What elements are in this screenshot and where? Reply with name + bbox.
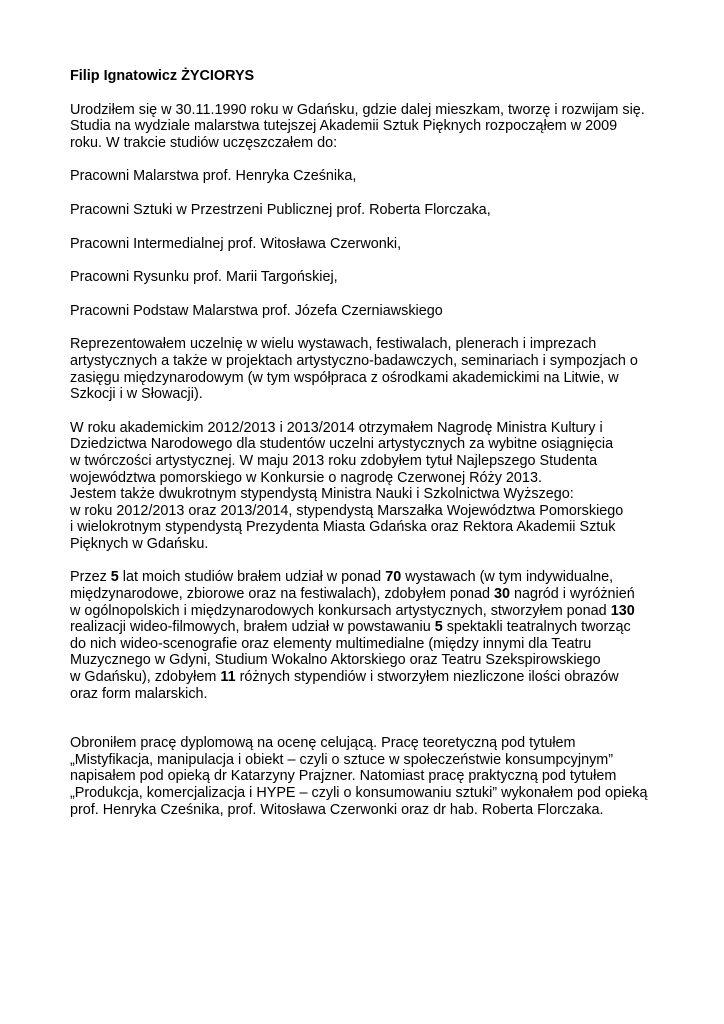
summary-line: Muzycznego w Gdyni, Studium Wokalno Aktorskiego oraz Teatru Szekspirowskiego	[70, 652, 601, 669]
document-title: Filip Ignatowicz ŻYCIORYS	[70, 68, 255, 84]
intro-line: Studia na wydziale malarstwa tutejszej Akademii Sztuk Pięknych rozpocząłem w 2009	[70, 118, 618, 135]
stat-plays: 5	[434, 619, 443, 636]
diploma-line: „Mistyfikacja, manipulacja i obiekt – czyli o sztuce w społeczeństwie konsumpcyjnym”	[70, 751, 614, 768]
summary-line: w Gdańsku), zdobyłem 11 różnych stypendiów i stworzyłem niezliczone ilości obrazów	[70, 669, 619, 686]
stat-exhibitions: 70	[385, 569, 402, 586]
studio-item: Pracowni Rysunku prof. Marii Targońskiej,	[70, 269, 338, 286]
stat-years: 5	[110, 569, 119, 586]
awards-line: Dziedzictwa Narodowego dla studentów uczelni artystycznych za wybitne osiągnięcia	[70, 436, 614, 453]
summary-line: Przez 5 lat moich studiów brałem udział w ponad 70 wystawach (w tym indywidualne,	[70, 569, 614, 586]
representation-paragraph	[70, 336, 670, 402]
representation-line: artystycznych a także w projektach artystyczno-badawczych, seminariach i sympozjach o	[70, 352, 638, 369]
intro-line: roku. W trakcie studiów uczęszczałem do:	[70, 134, 338, 151]
studio-item: Pracowni Sztuki w Przestrzeni Publicznej prof. Roberta Florczaka,	[70, 201, 491, 218]
intro-paragraph	[70, 102, 670, 152]
awards-line: Jestem także dwukrotnym stypendystą Ministra Nauki i Szkolnictwa Wyższego:	[70, 486, 574, 503]
summary-line: realizacji wideo-filmowych, brałem udział w powstawaniu 5 spektakli teatralnych tworząc	[70, 619, 631, 636]
studio-item: Pracowni Malarstwa prof. Henryka Cześnika,	[70, 168, 357, 185]
diploma-line: Obroniłem pracę dyplomową na ocenę celującą. Pracę teoretyczną pod tytułem	[70, 735, 576, 752]
studio-item: Pracowni Podstaw Malarstwa prof. Józefa Czerniawskiego	[70, 302, 443, 319]
studio-item: Pracowni Intermedialnej prof. Witosława Czerwonki,	[70, 235, 402, 252]
summary-line: do nich wideo-scenografie oraz elementy multimedialne (między innymi dla Teatru	[70, 635, 592, 652]
diploma-line: prof. Henryka Cześnika, prof. Witosława Czerwonki oraz dr hab. Roberta Florczaka.	[70, 801, 604, 818]
document-page	[70, 68, 670, 835]
representation-line: zasięgu międzynarodowym (w tym współpraca z ośrodkami akademickimi na Litwie, w	[70, 369, 619, 386]
stat-awards: 30	[493, 586, 510, 603]
representation-line: Szkocji i w Słowacji).	[70, 386, 203, 403]
diploma-line: „Produkcja, komercjalizacja i HYPE – czyli o konsumowaniu sztuki” wykonałem pod opieką	[70, 785, 648, 801]
awards-paragraph	[70, 420, 670, 553]
awards-line: Pięknych w Gdańsku.	[70, 535, 209, 552]
diploma-line: napisałem pod opieką dr Katarzyny Prajzner. Natomiast pracę praktyczną pod tytułem	[70, 768, 617, 785]
awards-line: w twórczości artystycznej. W maju 2013 roku zdobyłem tytuł Najlepszego Studenta	[70, 452, 598, 469]
stat-videos: 130	[610, 602, 635, 619]
intro-line: Urodziłem się w 30.11.1990 roku w Gdańsku, gdzie dalej mieszkam, tworzę i rozwijam się.	[70, 101, 645, 118]
awards-line: w roku 2012/2013 oraz 2013/2014, stypendystą Marszałka Województwa Pomorskiego	[70, 502, 624, 519]
representation-line: Reprezentowałem uczelnię w wielu wystawach, festiwalach, plenerach i imprezach	[70, 336, 597, 353]
awards-line: województwa pomorskiego w Konkursie o nagrodę Czerwonej Róży 2013.	[70, 469, 542, 486]
awards-line: W roku akademickim 2012/2013 i 2013/2014 otrzymałem Nagrodę Ministra Kultury i	[70, 419, 603, 436]
summary-line: międzynarodowe, zbiorowe oraz na festiwalach), zdobyłem ponad 30 nagród i wyróżnień	[70, 586, 635, 603]
stat-scholarships: 11	[220, 669, 236, 686]
summary-line: w ogólnopolskich i międzynarodowych konkursach artystycznych, stworzyłem ponad 130	[70, 602, 635, 619]
diploma-paragraph	[70, 735, 670, 818]
summary-paragraph	[70, 569, 670, 702]
awards-line: i wielokrotnym stypendystą Prezydenta Miasta Gdańska oraz Rektora Akademii Sztuk	[70, 519, 616, 536]
summary-line: oraz form malarskich.	[70, 685, 208, 702]
